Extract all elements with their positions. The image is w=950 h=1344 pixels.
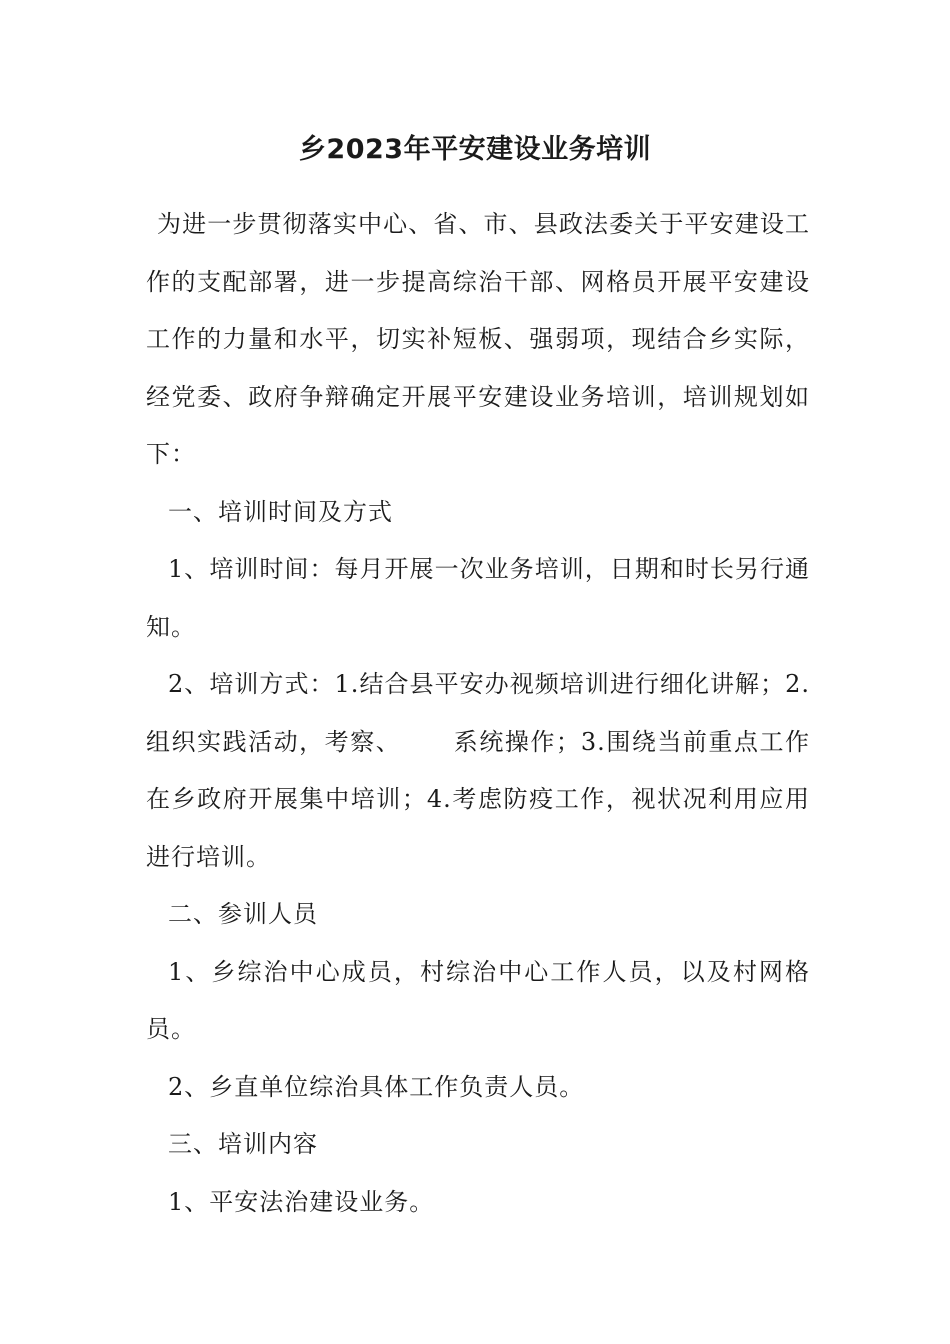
section-heading-time-method: 一、培训时间及方式 — [168, 497, 393, 526]
paragraph-participants-1: 1、乡综治中心成员，村综治中心工作人员，以及村网格员。 — [146, 957, 810, 1043]
training-method-part-1: 2、培训方式：1.结合县平安办视频培训进行细化讲解；2.组织实践活动，考察、 — [146, 670, 810, 756]
document-body — [146, 196, 810, 1231]
paragraph-content-1: 1、平安法治建设业务。 — [168, 1187, 435, 1216]
training-method-part-2: 系统操作；3.围绕当前重点工作在乡政府开展集中培训；4.考虑防疫工作，视状况利用 — [146, 727, 810, 813]
training-method-part-3: 应用进行培训。 — [146, 785, 810, 871]
section-heading-content: 三、培训内容 — [168, 1130, 318, 1158]
paragraph-training-method — [146, 656, 810, 886]
section-heading-participants: 二、参训人员 — [168, 900, 318, 928]
paragraph-training-time: 1、培训时间：每月开展一次业务培训，日期和时长另行通知。 — [146, 555, 810, 641]
intro-paragraph: 为进一步贯彻落实中心、省、市、县政法委关于平安建设工作的支配部署，进一步提高综治干部、网格员开展平安建设工作的力量和水平，切实补短板、强弱项，现结合乡实际，经党委、政府争辩确定开展平安建设业务培训，培训规划如下： — [146, 210, 810, 468]
document-title: 乡2023年平安建设业务培训 — [298, 134, 652, 165]
paragraph-participants-2: 2、乡直单位综治具体工作负责人员。 — [168, 1072, 585, 1101]
